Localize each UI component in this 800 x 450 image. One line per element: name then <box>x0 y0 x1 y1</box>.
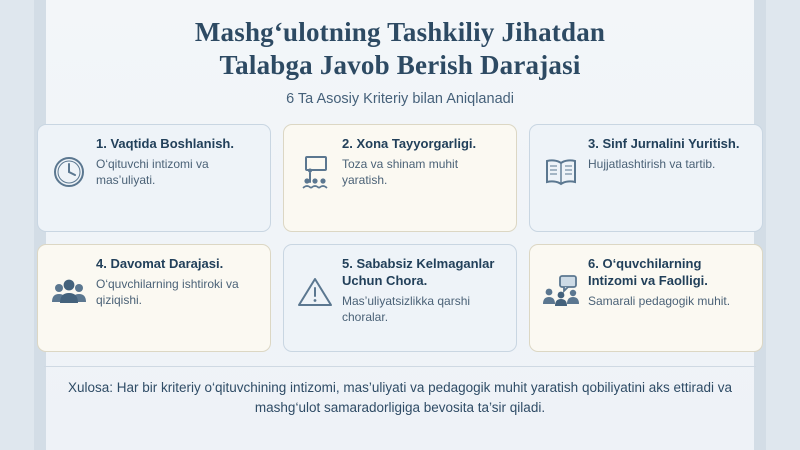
warning-triangle-icon <box>294 271 336 313</box>
card-description: O‘quvchilarning ishtiroki va qiziqishi. <box>96 277 239 307</box>
clock-icon <box>48 151 90 193</box>
footer <box>44 366 756 418</box>
criteria-card <box>529 244 763 352</box>
people-group-icon <box>48 271 90 313</box>
title-line-1: Mashg‘ulotning Tashkiliy Jihatdan <box>194 17 606 47</box>
title-line-2: Talabga Javob Berish Darajasi <box>219 50 581 80</box>
discussion-group-icon <box>540 271 582 313</box>
card-title: 1. Vaqtida Boshlanish. <box>96 136 234 151</box>
criteria-grid <box>37 124 763 352</box>
card-description: Hujjatlashtirish va tartib. <box>588 157 716 171</box>
conclusion-text: Xulosa: Har bir kriteriy o‘qituvchining intizomi, mas’uliyati va pedagogik muhit yaratish qobiliyatini aks ettiradi va mashg‘ulot samaradorligiga bevosita ta’sir qiladi. <box>67 380 733 415</box>
page-subtitle: 6 Ta Asosiy Kriteriy bilan Aniqlanadi <box>286 91 514 107</box>
page-title <box>80 16 720 82</box>
criteria-card <box>283 124 517 232</box>
classroom-board-icon <box>294 151 336 193</box>
card-title: 6. O‘quvchilarning Intizomi va Faolligi. <box>588 256 708 288</box>
open-book-icon <box>540 151 582 193</box>
criteria-card <box>283 244 517 352</box>
card-title: 5. Sababsiz Kelmaganlar Uchun Chora. <box>342 256 495 288</box>
card-description: O‘qituvchi intizomi va mas’uliyati. <box>96 157 209 187</box>
card-description: Toza va shinam muhit yaratish. <box>342 157 459 187</box>
card-title: 4. Davomat Darajasi. <box>96 256 224 271</box>
header <box>0 0 800 107</box>
card-description: Samarali pedagogik muhit. <box>588 294 731 308</box>
criteria-card <box>529 124 763 232</box>
card-title: 2. Xona Tayyorgarligi. <box>342 136 477 151</box>
criteria-card <box>37 244 271 352</box>
card-description: Mas’uliyatsizlikka qarshi choralar. <box>342 294 471 324</box>
card-title: 3. Sinf Jurnalini Yuritish. <box>588 136 740 151</box>
criteria-card <box>37 124 271 232</box>
